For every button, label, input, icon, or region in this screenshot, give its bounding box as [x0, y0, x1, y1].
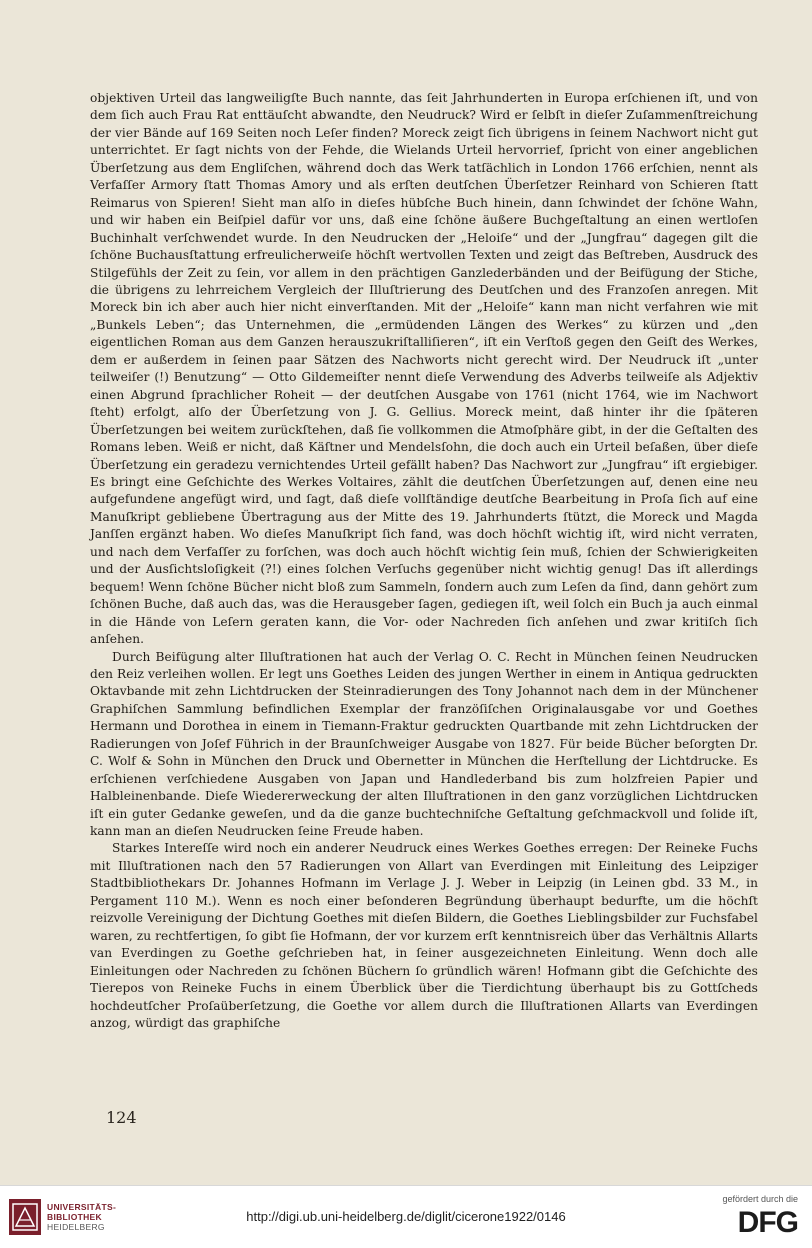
dfg-logo[interactable]: DFG: [737, 1206, 798, 1239]
footer-bar: [0, 1185, 812, 1248]
paragraph-3: Starkes Intereſſe wird noch ein anderer Neudruck eines Werkes Goethes erregen: Der Reineke Fuchs mit Illuſtrationen nach den 57 Radierungen von Allart van Everdingen mit Einleitung des Leipziger Stadtbibliothekars Dr. Johannes Hofmann im Verlage J. J. Weber in Leipzig (in Leinen gbd. 33 M., in Pergament 110 M.). Wenn es noch einer beſonderen Begründung überhaupt bedurfte, um die höchſt reizvolle Vereinigung der Dichtung Goethes mit dieſen Bildern, die Goethes Lieblingsbilder zur Fuchsfabel waren, zu rechtfertigen, ſo gibt ſie Hofmann, der vor kurzem erſt kenntnisreich über das Verhältnis Allarts van Everdingen zu Goethe geſchrieben hat, in ſeiner ausgezeichneten Einleitung. Wenn doch alle Einleitungen oder Nachreden zu ſchönen Büchern ſo gründlich wären! Hofmann gibt die Geſchichte des Tierepos von Reineke Fuchs in einem Überblick über die Tierdichtung überhaupt bis zu Gottſcheds hochdeutſcher Proſaüberſetzung, die Goethe vor allem durch die Illuſtrationen Allarts van Everdingen anzog, würdigt das graphiſche: [90, 841, 758, 1031]
page-number: 124: [106, 1108, 137, 1127]
library-name: UNIVERSITÄTS- BIBLIOTHEK HEIDELBERG: [47, 1202, 117, 1232]
paragraph-1: objektiven Urteil das langweiligſte Buch nannte, das ſeit Jahrhunderten in Europa erſchienen iſt, und von dem ſich auch Frau Rat enttäuſcht abwandte, den Neudruck? Wird er ſelbſt in dieſer Zuſammenſtreichung der vier Bände auf 169 Seiten noch Leſer finden? Moreck zeigt ſich übrigens in ſeinem Nachwort nicht gut unterrichtet. Er ſagt nichts von der Fehde, die Wielands Urteil hervorrief, ſpricht von einer angeblichen Überſetzung aus dem Engliſchen, während doch das Werk tatſächlich in London 1766 erſchien, nennt als Verfaſſer Armory ſtatt Thomas Amory und als erſten deutſchen Überſetzer Reinhard von Schieren ſtatt Reimarus von Spieren! Sieht man alſo in dieſes hübſche Buch hinein, dann ſchwindet der ſchöne Wahn, und wir haben ein Beiſpiel dafür vor uns, daß eine ſchöne äußere Buchgeſtaltung an einen wertloſen Buchinhalt verſchwendet wurde. In den Neudrucken der „Heloiſe“ und der „Jungfrau“ dagegen gilt die ſchöne Buchausſtattung erfreulicherweiſe höchſt wertvollen Texten und zeigt das Beſtreben, Ausdruck des Stilgefühls der Zeit zu ſein, vor allem in den prächtigen Ganzlederbänden und der Beifügung der Stiche, die übrigens zu lehrreichem Vergleich der Illuſtrierung des Deutſchen und des Franzoſen anregen. Mit Moreck bin ich aber auch hier nicht einverſtanden. Mit der „Heloiſe“ kann man nicht verfahren wie mit „Bunkels Leben“; das Unternehmen, die „ermüdenden Längen des Werkes“ zu kürzen und „den eigentlichen Roman aus dem Ganzen herauszukriſtalliſieren“, iſt ein Verſtoß gegen den Geiſt des Werkes, dem er außerdem in ſeinen paar Sätzen des Nachworts nicht gerecht wird. Der Neudruck iſt „unter teilweiſer (!) Benutzung“ — Otto Gildemeiſter nennt dieſe Verwendung des Adverbs teilweiſe als Adjektiv einen Abgrund ſprachlicher Roheit — der deutſchen Ausgabe von 1761 (nicht 1764, wie im Nachwort ſteht) erfolgt, alſo der Überſetzung von J. G. Gellius. Moreck meint, daß hinter ihr die ſpäteren Überſetzungen bei weitem zurückſtehen, daß ſie vollkommen die Atmoſphäre gibt, in der die Geſtalten des Romans leben. Weiß er nicht, daß Käſtner und Mendelsſohn, die doch auch ein Urteil beſaßen, über dieſe Überſetzung ein geradezu vernichtendes Urteil gefällt haben? Das Nachwort zur „Jungfrau“ iſt ergiebiger. Es bringt eine Geſchichte des Werkes Voltaires, zählt die deutſchen Überſetzungen auf, denen eine neu aufgefundene angefügt wird, und ſagt, daß dieſe vollſtändige deutſche Bearbeitung in Proſa ſich auf eine Manuſkript gebliebene Übertragung aus der Mitte des 19. Jahrhunderts ſtützt, die Moreck und Magda Janſſen ergänzt haben. Wo dieſes Manuſkript ſich fand, was doch höchſt wichtig iſt, wird nicht verraten, und nach dem Verfaſſer zu forſchen, was doch auch höchſt wichtig ſein muß, ſchien der Schwierigkeiten und der Ausſichtsloſigkeit (?!) eines ſolchen Verſuchs gegenüber nicht wichtig genug! Das iſt allerdings bequem! Wenn ſchöne Bücher nicht bloß zum Sammeln, ſondern auch zum Leſen da ſind, dann gehört zum ſchönen Buche, daß auch das, was die Herausgeber ſagen, gediegen iſt, weil ſolch ein Buch ja auch einmal in die Hände von Leſern geraten kann, die Vor- oder Nachreden ſich anſehen und zwar kritiſch ſich anſehen.: [90, 91, 758, 647]
funding-caption: gefördert durch die: [722, 1194, 798, 1204]
source-url-link[interactable]: http://digi.ub.uni-heidelberg.de/diglit/cicerone1922/0146: [246, 1209, 566, 1224]
body-text: [90, 90, 758, 1032]
paragraph-2: Durch Beifügung alter Illuſtrationen hat auch der Verlag O. C. Recht in München ſeinen Neudrucken den Reiz verleihen wollen. Er legt uns Goethes Leiden des jungen Werther in einem in Antiqua gedruckten Oktavbande mit zehn Lichtdrucken der Steinradierungen des Tony Johannot nach dem in der Münchener Graphiſchen Sammlung befindlichen Exemplar der franzöſiſchen Originalausgabe vor und Goethes Hermann und Dorothea in einem in Tiemann-Fraktur gedruckten Quartbande mit zehn Lichtdrucken der Radierungen von Joſef Führich in der Braunſchweiger Ausgabe von 1827. Für beide Bücher beſorgten Dr. C. Wolf & Sohn in München den Druck und Obernetter in München die Herſtellung der Lichtdrucke. Es erſchienen verſchiedene Ausgaben von Japan und Handlederband bis zum holzfreien Papier und Halbleinenbande. Dieſe Wiedererweckung der alten Illuſtrationen in den ganz vorzüglichen Lichtdrucken iſt ein guter Gedanke geweſen, und da die ganze buchtechniſche Geſtaltung geſchmackvoll und ſolide iſt, kann man an dieſen Neudrucken ſeine Freude haben.: [90, 649, 758, 839]
